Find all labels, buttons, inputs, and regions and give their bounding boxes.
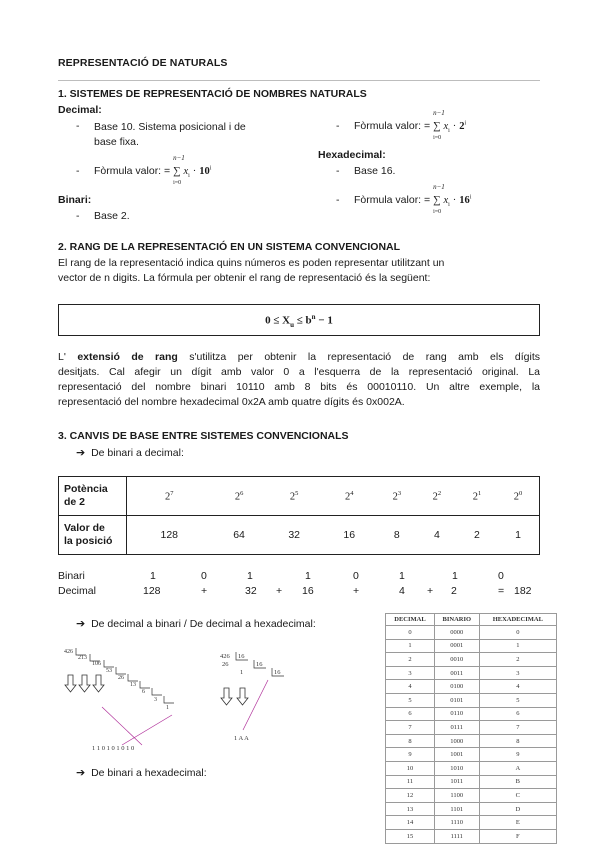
- hex-item1-dash: -: [336, 165, 340, 177]
- power-cell: [377, 477, 417, 516]
- cell-text: 2: [392, 491, 398, 503]
- arrow-icon: ➔: [76, 618, 86, 630]
- division-number: 3: [154, 697, 157, 703]
- table-cell: F: [479, 829, 556, 843]
- table-cell: 10: [386, 761, 435, 775]
- range-formula: [59, 313, 539, 329]
- decimal-item2-dash: -: [76, 165, 80, 177]
- table-cell: 5: [479, 693, 556, 707]
- division-diagram-binary: [62, 645, 212, 755]
- table-cell: 3: [479, 666, 556, 680]
- table-row: [386, 802, 557, 816]
- division-number: 426: [220, 653, 230, 660]
- value-cell: 4: [417, 516, 457, 555]
- table-cell: 0: [479, 626, 556, 640]
- cell-text: Potència: [64, 483, 108, 495]
- table-cell: 1010: [434, 761, 479, 775]
- table-cell: 8: [479, 734, 556, 748]
- decimal-term: 182: [514, 585, 532, 597]
- x-subscript: i: [448, 128, 450, 135]
- range-formula-box: [58, 304, 540, 336]
- sum-symbol: ∑: [433, 195, 441, 206]
- cell-text: 2: [289, 491, 296, 503]
- sum-symbol: ∑: [173, 166, 181, 177]
- table-row: [386, 789, 557, 803]
- x-variable: x: [183, 166, 189, 177]
- arrow-icon: ➔: [76, 767, 86, 779]
- value-cell: 128: [127, 516, 212, 555]
- table-cell: 1001: [434, 748, 479, 762]
- power-exponent: 4: [350, 489, 354, 497]
- table-cell: 0010: [434, 653, 479, 667]
- formula-exponent: i: [464, 120, 467, 127]
- range-formula-sup: n: [311, 313, 316, 321]
- range-extension-paragraph: [58, 350, 540, 410]
- table-cell: 15: [386, 829, 435, 843]
- table-cell: D: [479, 802, 556, 816]
- division-number: 213: [78, 655, 87, 661]
- table-cell: 1101: [434, 802, 479, 816]
- binari-formula: [354, 109, 467, 141]
- sum-symbol: ∑: [433, 121, 441, 132]
- table-cell: 0011: [434, 666, 479, 680]
- column-header: DECIMAL: [386, 614, 435, 626]
- power-cell: [417, 477, 457, 516]
- table-cell: 2: [479, 653, 556, 667]
- binari-digit: 1: [247, 570, 253, 582]
- decimal-term: 2: [451, 585, 457, 597]
- power-cell: [497, 477, 540, 516]
- binari-formula-dash: -: [336, 120, 340, 132]
- cell-text: 2: [472, 491, 478, 503]
- cell-text: 2: [234, 491, 241, 503]
- table-row: [386, 775, 557, 789]
- decimal-item1-dash: -: [76, 120, 80, 132]
- power-exponent: 2: [437, 489, 442, 497]
- arrow-icon: ➔: [76, 447, 86, 459]
- dot-operator: ·: [452, 121, 457, 132]
- power-exponent: 7: [170, 489, 174, 497]
- division-number: 106: [92, 661, 101, 667]
- x-subscript: i: [448, 202, 450, 209]
- decimal-formula: [94, 154, 212, 186]
- cell-text: la posició: [64, 535, 113, 547]
- decimal-term: =: [498, 585, 505, 597]
- section2-heading: 2. RANG DE LA REPRESENTACIÓ EN UN SISTEMA CONVENCIONAL: [58, 241, 401, 253]
- table-cell: 1: [479, 639, 556, 653]
- table-row: [386, 721, 557, 735]
- table-cell: 1: [386, 639, 435, 653]
- range-extension-rest: s'utilitza per obtenir la representació de rang amb els dígits: [177, 351, 540, 363]
- decimal-term: +: [201, 585, 208, 597]
- table-row: [386, 639, 557, 653]
- decimal-term: 4: [399, 585, 405, 597]
- binari-digit: 0: [498, 570, 504, 582]
- dot-operator: ·: [452, 195, 457, 206]
- bullet-decimal-binari-hex: [76, 617, 316, 630]
- table-row: [59, 516, 540, 555]
- decimal-term: +: [353, 585, 360, 597]
- division-brackets: [76, 648, 174, 703]
- cell-text: 2: [345, 491, 351, 503]
- value-cell: 2: [457, 516, 497, 555]
- sum-upper-limit: n−1: [173, 154, 185, 162]
- title-divider: [58, 80, 540, 81]
- power-cell: [127, 477, 212, 516]
- range-extension-line4: representació del nombre hexadecimal 0x2A amb quatre dígits és 0x002A.: [58, 396, 405, 408]
- table-row: [386, 761, 557, 775]
- column-header: HEXADECIMAL: [479, 614, 556, 626]
- table-cell: 7: [386, 721, 435, 735]
- table-row: [386, 680, 557, 694]
- range-formula-right: − 1: [315, 314, 333, 327]
- table-row: [386, 816, 557, 830]
- x-variable: x: [443, 195, 449, 206]
- table-row: [386, 626, 557, 640]
- cell-text: Valor de: [64, 522, 105, 534]
- division-result-binary: 1 1 0 1 0 1 0 1 0: [92, 745, 135, 752]
- power-exponent: 3: [397, 489, 402, 497]
- bullet-binari-decimal-text: De binari a decimal:: [91, 447, 184, 459]
- division-number: 26: [118, 675, 124, 681]
- division-number: 26: [222, 661, 229, 668]
- value-cell: 64: [212, 516, 267, 555]
- hex-formula: [354, 183, 472, 215]
- table-cell: 1110: [434, 816, 479, 830]
- decimal-term: +: [276, 585, 283, 597]
- division-diagram-hex: [218, 650, 298, 745]
- range-formula-sub: u: [290, 320, 295, 329]
- value-cell: 32: [267, 516, 322, 555]
- x-subscript: i: [188, 173, 190, 180]
- values-row-label: [59, 516, 127, 555]
- table-cell: 4: [479, 680, 556, 694]
- sum-lower-limit: i=0: [433, 135, 442, 141]
- decimal-formula-base: 10: [199, 166, 210, 177]
- table-cell: 2: [386, 653, 435, 667]
- binari-digit: 0: [353, 570, 359, 582]
- sum-upper-limit: n−1: [433, 109, 445, 117]
- division-number: 426: [64, 649, 73, 655]
- table-row: [59, 477, 540, 516]
- table-cell: 0111: [434, 721, 479, 735]
- table-cell: 14: [386, 816, 435, 830]
- table-row: [386, 693, 557, 707]
- division-result-hex: 1 A A: [234, 735, 249, 742]
- value-cell: 1: [497, 516, 540, 555]
- division-divisor: 16: [274, 669, 281, 676]
- table-cell: 4: [386, 680, 435, 694]
- division-number: 13: [130, 682, 136, 688]
- table-cell: A: [479, 761, 556, 775]
- table-cell: 1111: [434, 829, 479, 843]
- formula-label: Fòrmula valor: =: [354, 120, 431, 132]
- division-number: 6: [142, 689, 145, 695]
- table-cell: 8: [386, 734, 435, 748]
- cell-text: 2: [165, 491, 171, 503]
- section2-intro: [58, 256, 540, 286]
- binari-digit: 0: [201, 570, 207, 582]
- hex-formula-base: 16: [459, 195, 470, 206]
- conversion-table: [385, 613, 557, 844]
- range-extension-start: L': [58, 351, 66, 363]
- value-cell: 16: [322, 516, 377, 555]
- division-number: 53: [106, 668, 112, 674]
- table-cell: 0: [386, 626, 435, 640]
- table-cell: B: [479, 775, 556, 789]
- power-exponent: 1: [477, 489, 482, 497]
- decimal-item1: [94, 120, 246, 150]
- table-cell: 1011: [434, 775, 479, 789]
- table-cell: 0000: [434, 626, 479, 640]
- table-cell: 7: [479, 721, 556, 735]
- table-cell: 0110: [434, 707, 479, 721]
- binari-formula-base: 2: [459, 121, 465, 132]
- division-number: 1: [166, 705, 169, 711]
- pink-arrow-lines: [243, 680, 268, 730]
- sum-lower-limit: i=0: [173, 180, 182, 186]
- binari-digit: 1: [150, 570, 156, 582]
- decimal-item1-line1: Base 10. Sistema posicional i de: [94, 121, 246, 133]
- power-exponent: 0: [518, 489, 523, 497]
- division-divisor: 16: [256, 661, 263, 668]
- table-cell: 6: [479, 707, 556, 721]
- hex-item1: Base 16.: [354, 165, 396, 177]
- power-exponent: 6: [240, 489, 244, 497]
- binari-title: Binari:: [58, 194, 92, 206]
- binari-item1: Base 2.: [94, 210, 130, 222]
- binari-digit: 1: [399, 570, 405, 582]
- section3-heading: 3. CANVIS DE BASE ENTRE SISTEMES CONVENCIONALS: [58, 430, 349, 442]
- binari-digit: 1: [452, 570, 458, 582]
- hex-title: Hexadecimal:: [318, 149, 386, 161]
- page-title: REPRESENTACIÓ DE NATURALS: [58, 57, 228, 69]
- table-row: [386, 653, 557, 667]
- sum-expression: [173, 154, 185, 186]
- down-arrow-icons: [221, 688, 248, 705]
- table-cell: 5: [386, 693, 435, 707]
- value-cell: 8: [377, 516, 417, 555]
- sum-upper-limit: n−1: [433, 183, 445, 191]
- powers-table: [58, 476, 540, 555]
- bullet-decimal-binari-hex-text: De decimal a binari / De decimal a hexadecimal:: [91, 618, 316, 630]
- binari-item1-dash: -: [76, 210, 80, 222]
- dot-operator: ·: [192, 166, 197, 177]
- table-cell: 13: [386, 802, 435, 816]
- cell-text: de 2: [64, 496, 86, 508]
- bullet-binari-hex-text: De binari a hexadecimal:: [91, 767, 207, 779]
- decimal-term: +: [427, 585, 434, 597]
- division-divisor: 16: [238, 653, 245, 660]
- table-row: [386, 748, 557, 762]
- table-header-row: [386, 614, 557, 626]
- range-extension-line3: representació del nombre binari 10110 amb 8 bits és 00010110. Un altre exemple, la: [58, 381, 540, 393]
- table-row: [386, 734, 557, 748]
- sum-expression: [433, 183, 445, 215]
- division-number: 1: [240, 669, 244, 676]
- formula-exponent: i: [209, 165, 212, 172]
- pink-arrow-lines: [102, 707, 172, 745]
- formula-label: Fòrmula valor: =: [94, 165, 171, 177]
- sum-expression: [433, 109, 445, 141]
- decimal-term: 16: [302, 585, 314, 597]
- power-exponent: 5: [295, 489, 299, 497]
- table-cell: 11: [386, 775, 435, 789]
- formula-label: Fòrmula valor: =: [354, 194, 431, 206]
- division-numbers: [64, 649, 169, 711]
- range-formula-mid: ≤ b: [294, 314, 312, 327]
- down-arrow-icons: [65, 675, 104, 692]
- decimal-term: 32: [245, 585, 257, 597]
- table-row: [386, 666, 557, 680]
- table-cell: C: [479, 789, 556, 803]
- table-row: [386, 829, 557, 843]
- bullet-binari-decimal: [76, 446, 184, 459]
- sum-lower-limit: i=0: [433, 209, 442, 215]
- table-cell: E: [479, 816, 556, 830]
- table-cell: 9: [386, 748, 435, 762]
- powers-row-label: [59, 477, 127, 516]
- range-extension-line2: desitjats. Cal afegir un dígit amb valor 0 a l'esquerra de la representació original. La: [58, 366, 540, 378]
- section2-intro-line1: El rang de la representació indica quins números es poden representar utilitzant un: [58, 257, 445, 269]
- decimal-term: 128: [143, 585, 161, 597]
- cell-text: 2: [432, 491, 438, 503]
- table-cell: 0001: [434, 639, 479, 653]
- table-row: [386, 707, 557, 721]
- table-cell: 0101: [434, 693, 479, 707]
- table-cell: 12: [386, 789, 435, 803]
- bullet-binari-hex: [76, 766, 207, 779]
- table-cell: 9: [479, 748, 556, 762]
- power-cell: [212, 477, 267, 516]
- table-cell: 1000: [434, 734, 479, 748]
- binari-row-label: Binari: [58, 570, 85, 582]
- table-cell: 0100: [434, 680, 479, 694]
- power-cell: [457, 477, 497, 516]
- table-cell: 3: [386, 666, 435, 680]
- column-header: BINARIO: [434, 614, 479, 626]
- binari-digit: 1: [305, 570, 311, 582]
- table-cell: 6: [386, 707, 435, 721]
- range-extension-line1: [58, 350, 540, 365]
- hex-formula-dash: -: [336, 194, 340, 206]
- decimal-item1-line2: base fixa.: [94, 136, 139, 148]
- range-formula-left: 0 ≤ X: [265, 314, 291, 327]
- cell-text: 2: [513, 491, 519, 503]
- range-extension-bold: extensió de rang: [77, 351, 178, 363]
- formula-exponent: i: [469, 194, 472, 201]
- power-cell: [267, 477, 322, 516]
- table-cell: 1100: [434, 789, 479, 803]
- decimal-row-label: Decimal: [58, 585, 96, 597]
- section2-intro-line2: vector de n digits. La fórmula per obtenir el rang de representació és la següent:: [58, 272, 431, 284]
- x-variable: x: [443, 121, 449, 132]
- decimal-title: Decimal:: [58, 104, 102, 116]
- power-cell: [322, 477, 377, 516]
- section1-heading: 1. SISTEMES DE REPRESENTACIÓ DE NOMBRES NATURALS: [58, 88, 367, 100]
